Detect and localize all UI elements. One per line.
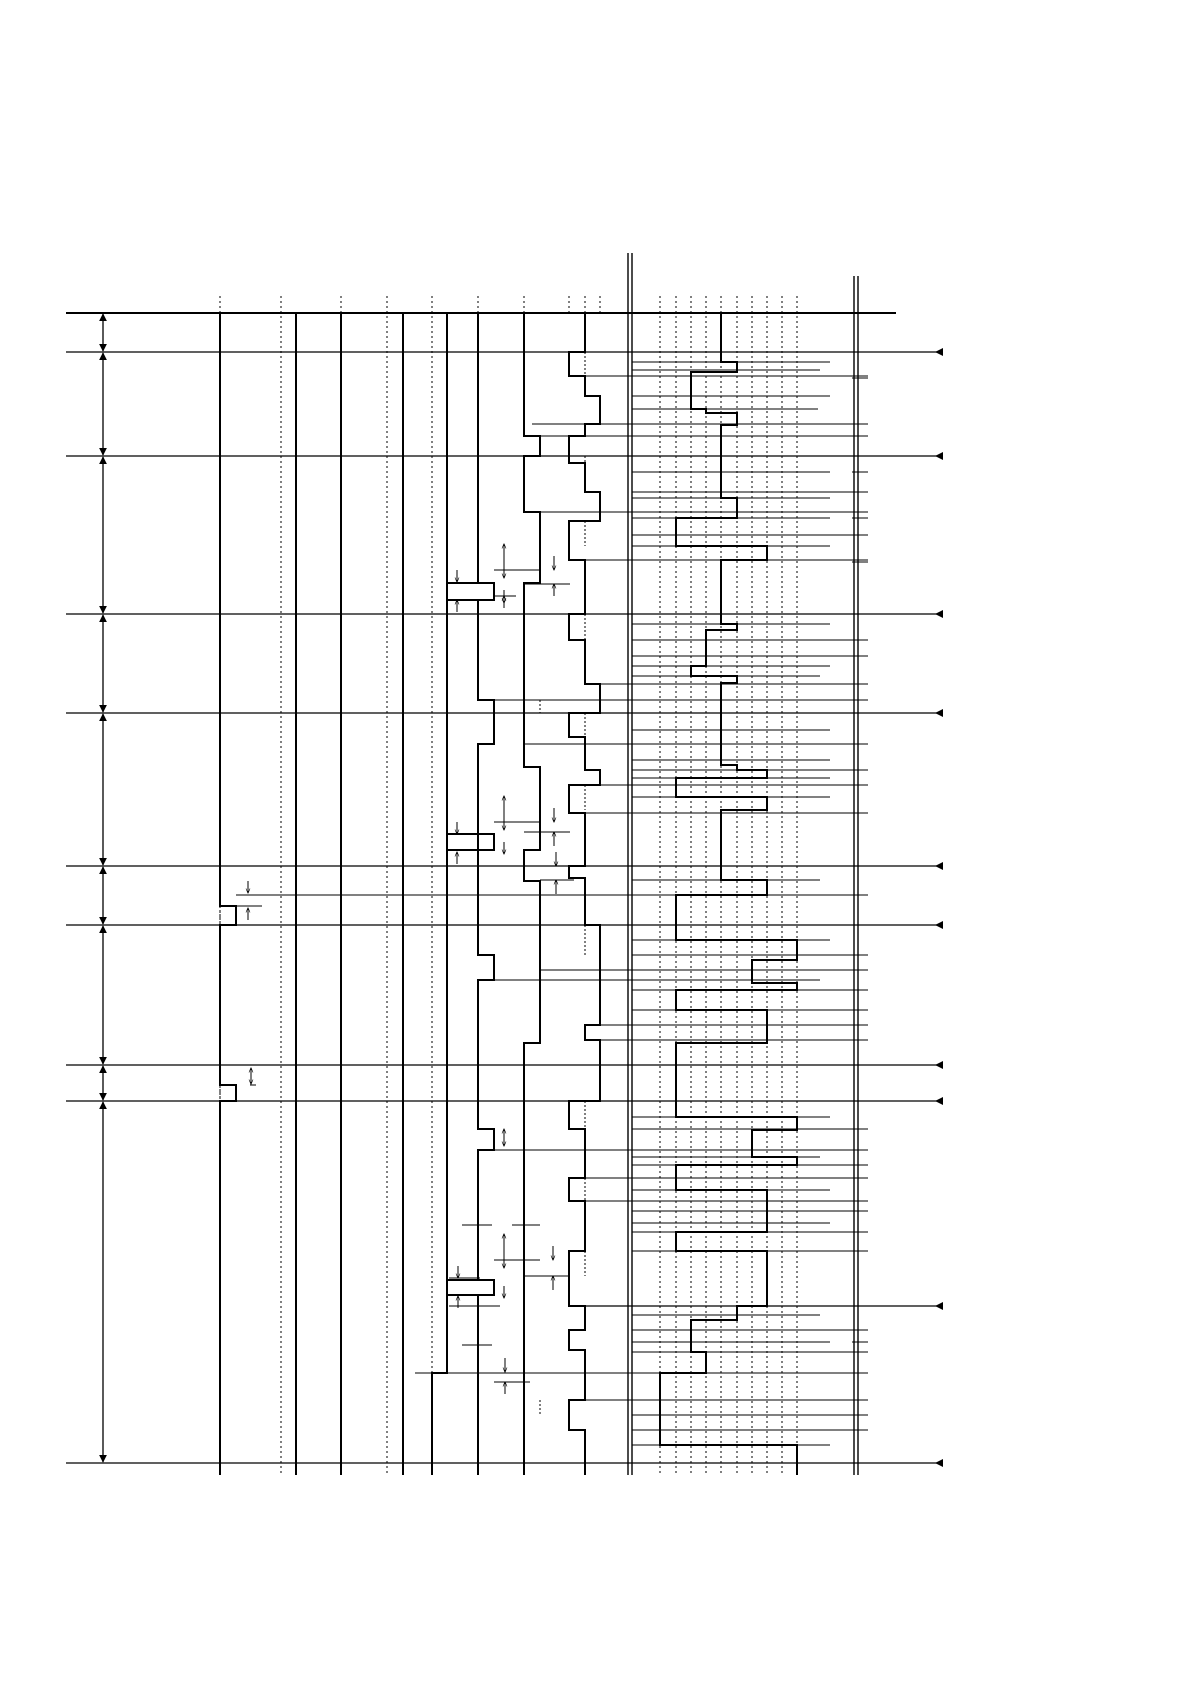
trigger-marker	[935, 610, 943, 618]
dotted-guides	[220, 296, 797, 1475]
signal-lane-8	[524, 313, 540, 1475]
trigger-marker	[935, 1459, 943, 1467]
trigger-marker	[935, 1302, 943, 1310]
trigger-marker	[935, 921, 943, 929]
signal-output-wave	[660, 313, 797, 1475]
signal-lane-9	[569, 313, 600, 1475]
signal-lane-1	[220, 313, 236, 1475]
trigger-marker	[935, 452, 943, 460]
signal-lane-7	[478, 313, 494, 1475]
signal-lane-5	[432, 313, 447, 1475]
trigger-marker	[935, 709, 943, 717]
trigger-marker	[935, 1097, 943, 1105]
trigger-marker	[935, 1061, 943, 1069]
right-region-ticks	[236, 362, 868, 1445]
signal-lane-6	[447, 313, 494, 1295]
trigger-markers	[935, 348, 943, 1467]
time-boundary-lines	[66, 352, 940, 1463]
trigger-marker	[935, 348, 943, 356]
trigger-marker	[935, 862, 943, 870]
